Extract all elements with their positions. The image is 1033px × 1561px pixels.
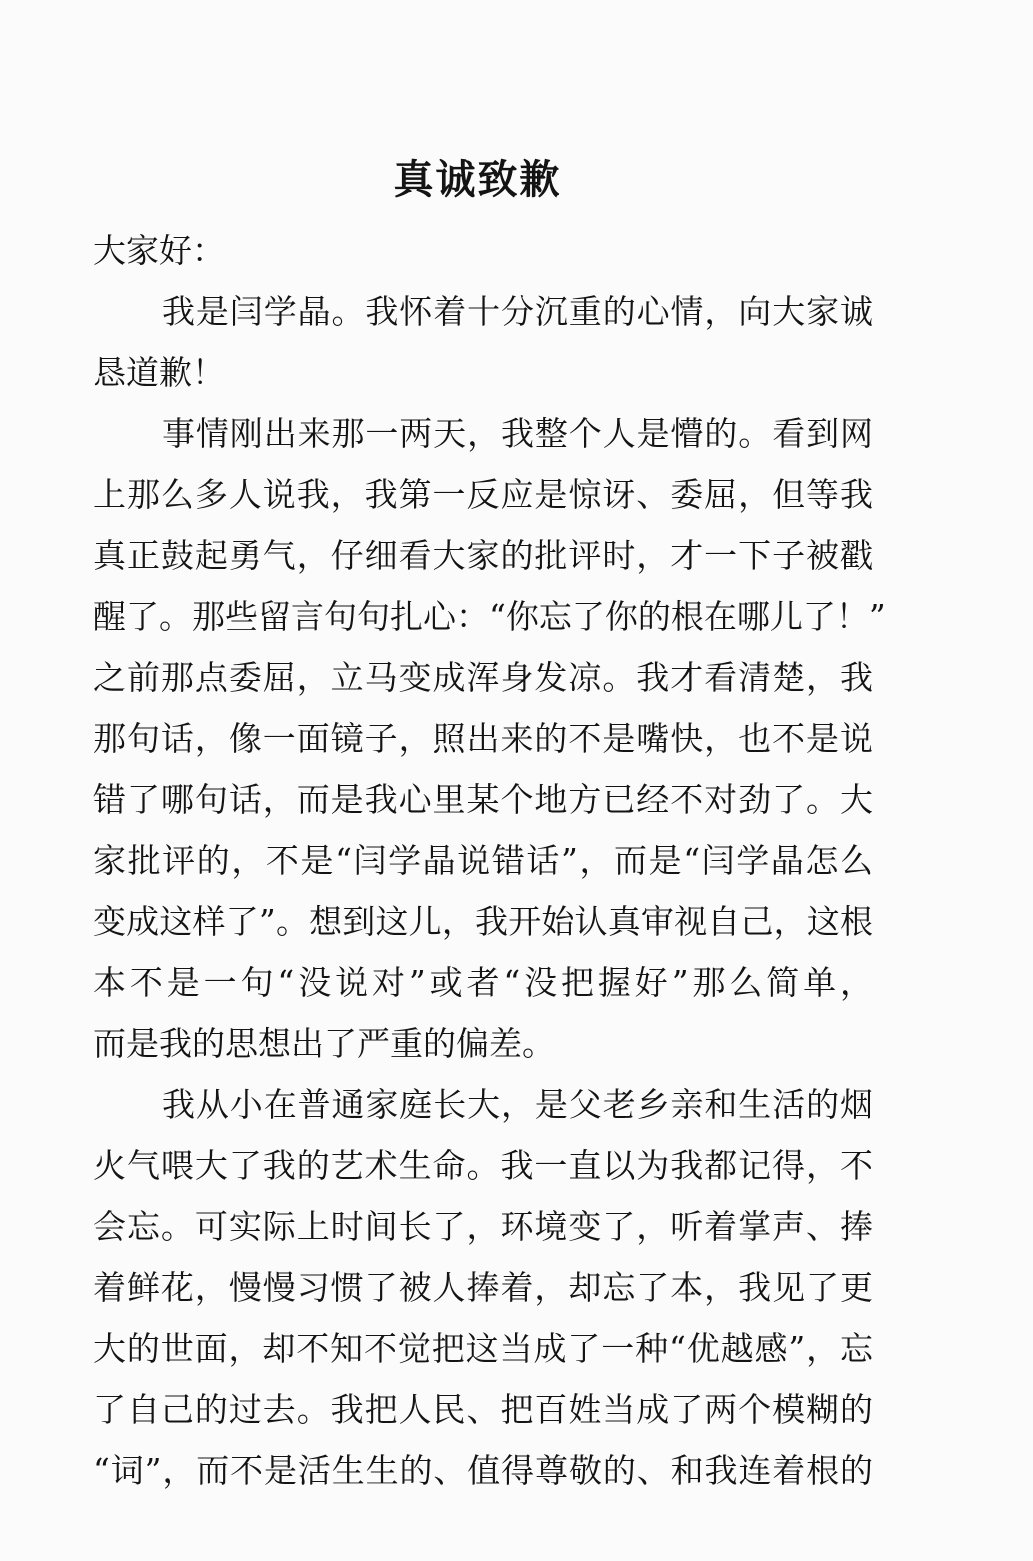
paragraph-line: “词”，而不是活生生的、值得尊敬的、和我连着根的 xyxy=(93,1451,873,1490)
paragraph-line: 着鲜花，慢慢习惯了被人捧着，却忘了本，我见了更 xyxy=(93,1268,873,1307)
paragraph-line: 而是我的思想出了严重的偏差。 xyxy=(93,1024,555,1063)
paragraph-line: 事情刚出来那一两天，我整个人是懵的。看到网 xyxy=(162,414,873,453)
paragraph-line: 错了哪句话，而是我心里某个地方已经不对劲了。大 xyxy=(93,780,873,819)
paragraph-line: 我是闫学晶。我怀着十分沉重的心情，向大家诚 xyxy=(162,292,873,331)
document-body xyxy=(93,220,886,1501)
paragraph-line: 变成这样了”。想到这儿，我开始认真审视自己，这根 xyxy=(93,902,873,941)
paragraph-line: 醒了。那些留言句句扎心：“你忘了你的根在哪儿了！” xyxy=(93,597,886,636)
paragraph-line: 了自己的过去。我把人民、把百姓当成了两个模糊的 xyxy=(93,1390,873,1429)
paragraph-line: 之前那点委屈，立马变成浑身发凉。我才看清楚，我 xyxy=(93,658,873,697)
paragraph-line: 上那么多人说我，我第一反应是惊讶、委屈，但等我 xyxy=(93,475,873,514)
paragraph-line: 家批评的，不是“闫学晶说错话”，而是“闫学晶怎么 xyxy=(93,841,873,880)
paragraph-line: 真正鼓起勇气，仔细看大家的批评时，才一下子被戳 xyxy=(93,536,873,575)
paragraph-line: 会忘。可实际上时间长了，环境变了，听着掌声、捧 xyxy=(93,1207,873,1246)
paragraph-line: 本不是一句“没说对”或者“没把握好”那么简单， xyxy=(93,963,873,1002)
paragraph-line: 恳道歉！ xyxy=(93,353,225,392)
paragraph-line: 大的世面，却不知不觉把这当成了一种“优越感”，忘 xyxy=(93,1329,873,1368)
paragraph-line: 火气喂大了我的艺术生命。我一直以为我都记得，不 xyxy=(93,1146,873,1185)
greeting-line: 大家好： xyxy=(93,231,225,270)
paragraph-line: 那句话，像一面镜子，照出来的不是嘴快，也不是说 xyxy=(93,719,873,758)
document-title: 真诚致歉 xyxy=(393,156,562,203)
paragraph-line: 我从小在普通家庭长大，是父老乡亲和生活的烟 xyxy=(162,1085,873,1124)
